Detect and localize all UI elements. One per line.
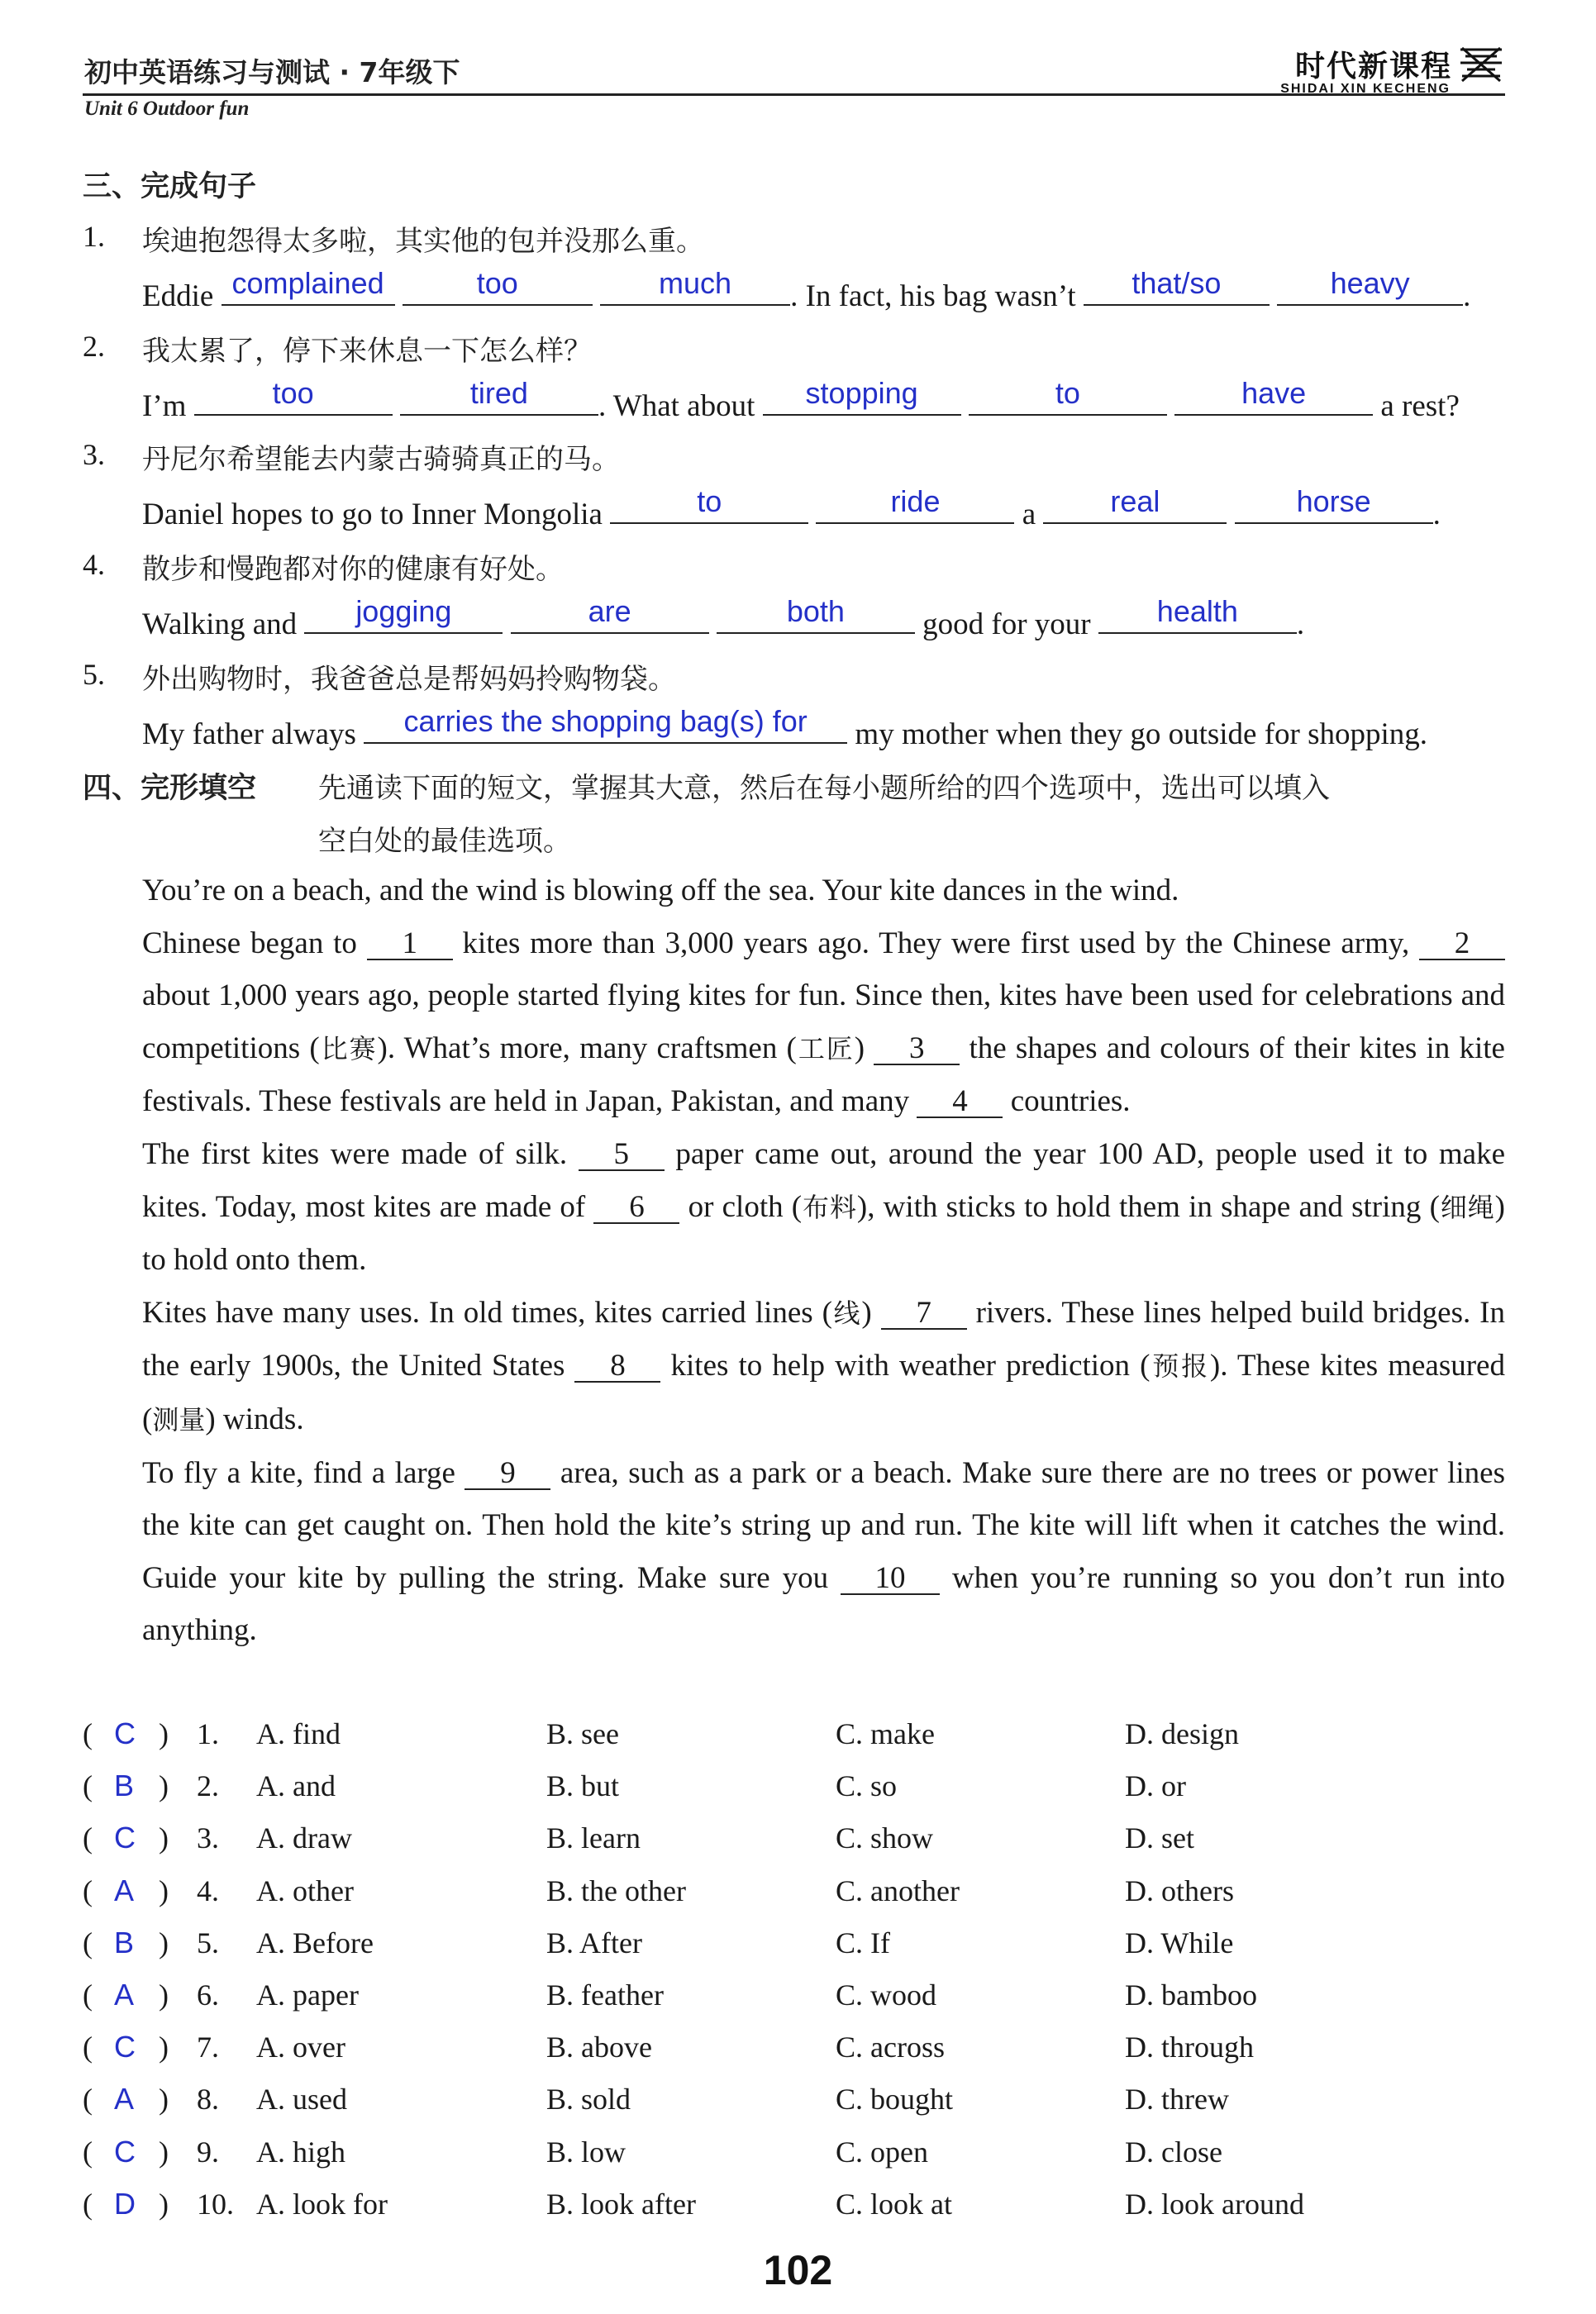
item-4-answer-2: are <box>588 594 631 628</box>
answer-choice[interactable]: C <box>114 2030 136 2064</box>
p4-text-d: kites to help with weather prediction ( <box>670 1349 1151 1383</box>
p4-chinese-3: 测量 <box>152 1403 206 1436</box>
paren-open: ( <box>83 2187 93 2221</box>
item-4-answer-3: both <box>786 594 845 628</box>
option-d[interactable]: D. threw <box>1125 2083 1229 2116</box>
cloze-blank-4[interactable]: 4 <box>917 1087 1003 1118</box>
p2-text-h: countries. <box>1010 1084 1131 1119</box>
item-3-blank-4[interactable] <box>1235 484 1433 524</box>
item-3-english <box>142 484 1441 532</box>
item-2-blank-3[interactable] <box>763 376 961 416</box>
item-2-english <box>142 376 1460 424</box>
paren-open: ( <box>83 2083 93 2116</box>
option-c[interactable]: C. bought <box>836 2083 954 2116</box>
option-a[interactable]: A. over <box>256 2031 345 2064</box>
option-row <box>79 1769 1526 1818</box>
item-3-chinese: 丹尼尔希望能去内蒙古骑骑真正的马。 <box>142 443 620 476</box>
item-2-blank-1[interactable] <box>194 376 393 416</box>
cloze-blank-2[interactable]: 2 <box>1419 929 1505 960</box>
section-3-title: 三、完成句子 <box>83 170 257 203</box>
answer-choice[interactable]: B <box>114 1769 135 1803</box>
option-a[interactable]: A. draw <box>256 1821 352 1855</box>
item-5-chinese: 外出购物时，我爸爸总是帮妈妈拎购物袋。 <box>142 663 676 696</box>
p2-chinese-1: 比赛 <box>319 1032 378 1064</box>
p4-text-c: rivers. These lines helped build bridges. In the early 1900s, the United States <box>142 1295 1505 1383</box>
p4-text-b: ) <box>861 1295 872 1330</box>
item-4-text-c: . <box>1296 607 1305 641</box>
item-3-blank-3[interactable] <box>1043 484 1227 524</box>
item-4-blank-4[interactable] <box>1098 594 1297 634</box>
paren-close: ) <box>159 2135 169 2169</box>
item-4-answer-4: health <box>1156 594 1238 628</box>
question-number: 6. <box>197 1978 219 2012</box>
answer-choice[interactable]: B <box>114 1925 135 1959</box>
option-c[interactable]: C. make <box>836 1717 935 1750</box>
answer-choice[interactable]: C <box>114 1821 136 1855</box>
paren-open: ( <box>83 2031 93 2064</box>
p4-chinese-2: 预报 <box>1150 1350 1210 1383</box>
p5-text-c: when you’re running so you don’t run into anything. <box>142 1560 1506 1648</box>
answer-choice[interactable]: A <box>114 2082 135 2116</box>
item-3-text-a: Daniel hopes to go to Inner Mongolia <box>142 498 603 531</box>
option-a[interactable]: A. look for <box>256 2187 388 2221</box>
paren-open: ( <box>83 2135 93 2169</box>
option-d[interactable]: D. through <box>1125 2031 1254 2064</box>
option-d[interactable]: D. look around <box>1125 2187 1304 2221</box>
paren-open: ( <box>83 1821 93 1855</box>
item-4-text-a: Walking and <box>142 607 298 641</box>
item-4-blank-1[interactable] <box>304 594 503 634</box>
option-d[interactable]: D. While <box>1125 1926 1234 1959</box>
item-5-answer-1: carries the shopping bag(s) for <box>403 704 808 738</box>
option-b[interactable]: B. After <box>546 1926 642 1959</box>
option-b[interactable]: B. low <box>546 2135 626 2169</box>
question-number: 2. <box>197 1769 219 1803</box>
section-4-instruction-2: 空白处的最佳选项。 <box>318 825 571 858</box>
paren-close: ) <box>159 1874 169 1907</box>
option-d[interactable]: D. design <box>1125 1717 1239 1750</box>
cloze-blank-9[interactable]: 9 <box>465 1459 550 1490</box>
page-number: 102 <box>763 2247 833 2293</box>
cloze-blank-6[interactable]: 6 <box>593 1193 679 1224</box>
option-row <box>79 1821 1526 1870</box>
p2-text-d: about 1,000 years ago, people started flying kites for fun. Since then, kites have been used for celebrations and competitions ( <box>142 978 1505 1065</box>
item-1-blank-5[interactable] <box>1277 266 1463 306</box>
cloze-blank-8[interactable]: 8 <box>574 1351 660 1383</box>
option-c[interactable]: C. across <box>836 2031 945 2064</box>
item-5-english <box>142 704 1428 752</box>
p2-text-c: kites more than 3,000 years ago. They were first used by the Chinese army, <box>462 926 1410 960</box>
item-3-blank-1[interactable] <box>610 484 808 524</box>
paren-open: ( <box>83 1874 93 1907</box>
p5-text-a: To fly a kite, find a large <box>142 1455 455 1490</box>
item-3-answer-2: ride <box>890 484 941 518</box>
question-number: 1. <box>197 1717 219 1750</box>
option-b[interactable]: B. above <box>546 2031 652 2064</box>
passage-paragraph-5 <box>83 1447 1505 1657</box>
item-4-text-b: good for your <box>922 607 1091 641</box>
option-row <box>79 1978 1526 2027</box>
paren-close: ) <box>159 1978 169 2012</box>
option-a[interactable]: A. high <box>256 2135 345 2169</box>
option-b[interactable]: B. sold <box>546 2083 631 2116</box>
unit-title: Unit 6 Outdoor fun <box>84 98 250 120</box>
item-2-answer-4: to <box>1055 376 1080 410</box>
answer-choice[interactable]: A <box>114 1978 135 2012</box>
option-c[interactable]: C. look at <box>836 2187 952 2221</box>
option-row <box>79 1716 1526 1766</box>
item-3-answer-4: horse <box>1296 484 1371 518</box>
option-a[interactable]: A. paper <box>256 1978 359 2012</box>
item-3-answer-3: real <box>1110 484 1160 518</box>
p2-text-e: ). What’s more, many craftsmen ( <box>377 1031 797 1065</box>
answer-choice[interactable]: C <box>114 1716 136 1750</box>
question-number: 7. <box>197 2031 219 2064</box>
p5-text-b: area, such as a park or a beach. Make sure there are no trees or power lines the kite can get caught on. Then hold the kite’s string up and run. The kite will lift when it catches the wind. Guide your kite by pulling the string. Make sure you <box>142 1455 1506 1595</box>
item-2-blank-2[interactable] <box>400 376 598 416</box>
option-c[interactable]: C. wood <box>836 1978 937 2012</box>
question-number: 5. <box>197 1926 219 1959</box>
item-1-blank-2[interactable] <box>403 266 593 306</box>
p3-text-e: ), with sticks to hold them in shape and string ( <box>856 1189 1440 1224</box>
option-b[interactable]: B. the other <box>546 1874 686 1907</box>
item-3-text-c: . <box>1432 498 1441 531</box>
p4-text-a: Kites have many uses. In old times, kites carried lines ( <box>142 1295 832 1330</box>
p3-text-a: The first kites were made of silk. <box>142 1136 568 1171</box>
item-2-answer-1: too <box>272 376 314 410</box>
item-1-answer-1: complained <box>231 266 384 300</box>
p2-chinese-2: 工匠 <box>796 1032 855 1064</box>
p3-chinese-1: 布料 <box>802 1191 857 1223</box>
paren-close: ) <box>159 1821 169 1855</box>
item-4-blank-3[interactable] <box>717 594 915 634</box>
passage-paragraph-4 <box>83 1287 1505 1447</box>
paren-open: ( <box>83 1926 93 1959</box>
logo-mark-icon <box>1459 45 1503 84</box>
item-3-text-b: a <box>1022 498 1036 531</box>
question-number: 8. <box>197 2083 219 2116</box>
option-row <box>79 2030 1526 2079</box>
option-d[interactable]: D. set <box>1125 1821 1194 1855</box>
p4-text-e: ). These kites measured ( <box>142 1349 1505 1436</box>
answer-choice[interactable]: A <box>114 1873 135 1907</box>
item-1-text-a: Eddie <box>142 279 214 313</box>
item-1-text-b: . In fact, his bag wasn’t <box>790 279 1076 313</box>
item-1-blank-3[interactable] <box>600 266 790 306</box>
option-a[interactable]: A. find <box>256 1717 341 1750</box>
option-c[interactable]: C. open <box>836 2135 928 2169</box>
option-c[interactable]: C. If <box>836 1926 890 1959</box>
p4-text-f: ) winds. <box>205 1402 304 1436</box>
item-1-blank-1[interactable] <box>222 266 395 306</box>
item-1-answer-5: heavy <box>1330 266 1410 300</box>
item-3-blank-2[interactable] <box>816 484 1014 524</box>
p3-chinese-2: 细绳 <box>1439 1191 1495 1223</box>
p3-text-f: ) to hold onto them. <box>142 1189 1505 1278</box>
option-row <box>79 2082 1526 2131</box>
question-number: 4. <box>197 1874 219 1907</box>
item-5-text-a: My father always <box>142 717 356 751</box>
option-d[interactable]: D. bamboo <box>1125 1978 1257 2012</box>
item-3-answer-1: to <box>697 484 722 518</box>
paren-open: ( <box>83 1717 93 1750</box>
item-2-answer-5: have <box>1241 376 1307 410</box>
p3-text-c: paper came out, around the year 100 AD, people used it to make kites. Today, most kites are made of <box>142 1136 1506 1224</box>
option-d[interactable]: D. or <box>1125 1769 1186 1803</box>
item-5-blank-1[interactable] <box>364 704 847 744</box>
option-a[interactable]: A. other <box>256 1874 354 1907</box>
option-d[interactable]: D. close <box>1125 2135 1222 2169</box>
option-b[interactable]: B. learn <box>546 1821 641 1855</box>
item-5-number: 5. <box>83 658 105 691</box>
question-number: 9. <box>197 2135 219 2169</box>
option-a[interactable]: A. and <box>256 1769 336 1803</box>
paren-close: ) <box>159 1926 169 1959</box>
passage-paragraph-1: You’re on a beach, and the wind is blowing off the sea. Your kite dances in the wind. <box>142 874 1179 907</box>
option-b[interactable]: B. see <box>546 1717 619 1750</box>
item-2-answer-3: stopping <box>805 376 918 410</box>
book-title: 初中英语练习与测试 · 7年级下 <box>84 56 460 88</box>
question-number: 10. <box>197 2187 234 2221</box>
logo-english: SHIDAI XIN KECHENG <box>1280 82 1451 96</box>
item-2-number: 2. <box>83 330 105 363</box>
p2-text-f: ) <box>854 1031 865 1065</box>
option-row <box>79 1926 1526 1975</box>
option-c[interactable]: C. so <box>836 1769 898 1803</box>
item-1-english <box>142 266 1471 314</box>
item-3-number: 3. <box>83 438 105 471</box>
paren-close: ) <box>159 2083 169 2116</box>
option-a[interactable]: A. used <box>256 2083 347 2116</box>
paren-open: ( <box>83 1978 93 2012</box>
section-4-title: 四、完形填空 <box>83 772 257 805</box>
cloze-blank-3[interactable]: 3 <box>874 1034 960 1065</box>
p2-text-a: Chinese began to <box>142 926 357 960</box>
option-row <box>79 1874 1526 1923</box>
passage-paragraph-3 <box>83 1128 1505 1287</box>
item-4-english <box>142 594 1305 642</box>
option-d[interactable]: D. others <box>1125 1874 1234 1907</box>
item-2-text-c: a rest? <box>1380 389 1460 423</box>
cloze-blank-10[interactable]: 10 <box>841 1564 940 1595</box>
item-4-answer-1: jogging <box>355 594 452 628</box>
p3-text-d: or cloth ( <box>688 1189 803 1224</box>
answer-choice[interactable]: D <box>114 2186 136 2221</box>
logo-chinese: 时代新课程 <box>1294 50 1452 83</box>
item-4-chinese: 散步和慢跑都对你的健康有好处。 <box>142 553 564 586</box>
item-1-answer-2: too <box>476 266 518 300</box>
item-2-answer-2: tired <box>469 376 528 410</box>
item-5-text-b: my mother when they go outside for shopping. <box>855 717 1428 751</box>
cloze-blank-5[interactable]: 5 <box>579 1140 665 1171</box>
section-4-instruction-1: 先通读下面的短文，掌握其大意，然后在每小题所给的四个选项中，选出可以填入 <box>318 772 1330 805</box>
item-4-blank-2[interactable] <box>511 594 709 634</box>
paren-close: ) <box>159 2187 169 2221</box>
cloze-blank-1[interactable]: 1 <box>367 929 453 960</box>
paren-open: ( <box>83 1769 93 1803</box>
option-a[interactable]: A. Before <box>256 1926 374 1959</box>
option-c[interactable]: C. another <box>836 1874 960 1907</box>
item-1-blank-4[interactable] <box>1084 266 1270 306</box>
item-2-text-a: I’m <box>142 389 187 423</box>
passage-paragraph-2 <box>83 917 1505 1128</box>
option-b[interactable]: B. feather <box>546 1978 664 2012</box>
option-c[interactable]: C. show <box>836 1821 934 1855</box>
paren-close: ) <box>159 1769 169 1803</box>
question-number: 3. <box>197 1821 219 1855</box>
item-2-blank-4[interactable] <box>969 376 1167 416</box>
p2-text-g: the shapes and colours of their kites in kite festivals. These festivals are held in Japan, Pakistan, and many <box>142 1031 1505 1119</box>
publisher-logo <box>1280 43 1503 97</box>
paren-close: ) <box>159 1717 169 1750</box>
item-2-text-b: . What about <box>598 389 755 423</box>
option-row <box>79 2135 1526 2184</box>
option-b[interactable]: B. look after <box>546 2187 696 2221</box>
p4-chinese-1: 线 <box>831 1297 862 1329</box>
item-1-number: 1. <box>83 220 105 253</box>
item-4-number: 4. <box>83 548 105 581</box>
item-1-answer-4: that/so <box>1131 266 1222 300</box>
passage <box>83 864 1505 1657</box>
cloze-blank-7[interactable]: 7 <box>881 1298 967 1330</box>
item-1-chinese: 埃迪抱怨得太多啦，其实他的包并没那么重。 <box>142 225 704 258</box>
option-row <box>79 2187 1526 2236</box>
item-1-text-c: . <box>1463 279 1471 313</box>
item-1-answer-3: much <box>659 266 732 300</box>
paren-close: ) <box>159 2031 169 2064</box>
item-2-chinese: 我太累了，停下来休息一下怎么样？ <box>142 335 592 368</box>
item-2-blank-5[interactable] <box>1174 376 1373 416</box>
option-b[interactable]: B. but <box>546 1769 620 1803</box>
answer-choice[interactable]: C <box>114 2134 136 2169</box>
